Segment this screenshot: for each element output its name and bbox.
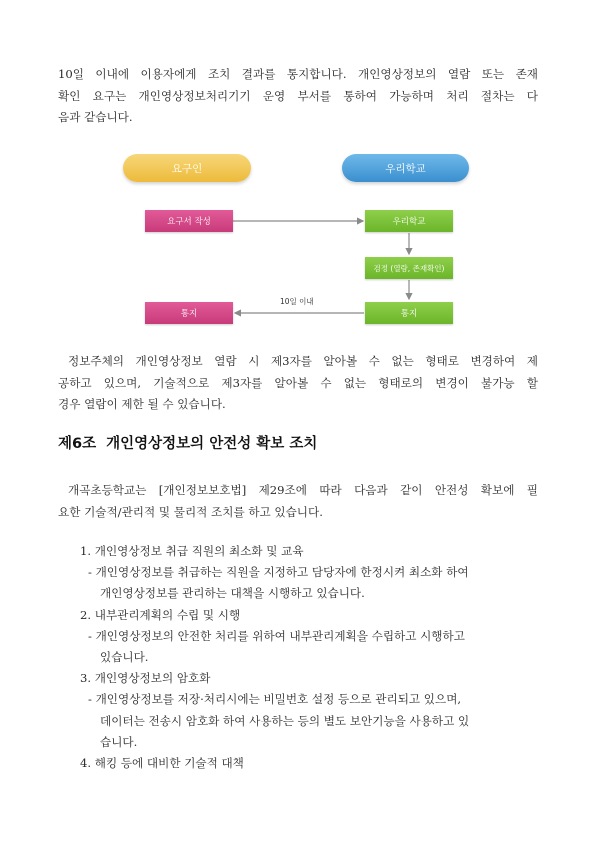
section-intro-paragraph [58,480,538,523]
measure-title: 4. 해킹 등에 대비한 기술적 대책 [80,756,244,771]
measure-desc: 개인영상정보를 관리하는 대책을 시행하고 있습니다. [100,586,365,601]
intro-line: 확인 요구는 개인영상정보처리기기 운영 부서를 통하여 가능하며 처리 절차는 다 [58,88,538,103]
review-box: 검정 (열람, 존재확인) [365,257,453,279]
restriction-line: 정보주체의 개인영상정보 열람 시 제3자를 알아볼 수 없는 형태로 변경하여 제 [68,354,538,368]
measure-desc: - 개인영상정보를 취급하는 직원을 지정하고 담당자에 한정시켜 최소화 하여 [88,565,469,580]
school-pill: 우리학교 [342,154,469,182]
write-request-box: 요구서 작성 [145,210,233,232]
measure-title: 3. 개인영상정보의 암호화 [80,671,211,686]
restriction-line: 경우 열람이 제한 될 수 있습니다. [58,397,226,411]
process-flowchart [120,150,460,330]
measure-title: 1. 개인영상정보 취급 직원의 최소화 및 교육 [80,544,304,558]
section-intro-line: 요한 기술적/관리적 및 물리적 조치를 하고 있습니다. [58,504,323,519]
measure-desc: 있습니다. [100,650,149,665]
measures-list [80,541,540,774]
section-number: 제6조 [58,436,97,452]
section-heading [58,432,317,453]
section-intro-line: 개곡초등학교는 [개인정보보호법] 제29조에 따라 다음과 같이 안전성 확보에 필 [68,483,538,497]
measure-desc: 데이터는 전송시 암호화 하여 사용하는 등의 별도 보안기능을 사용하고 있 [100,713,470,728]
measure-title: 2. 내부관리계획의 수립 및 시행 [80,607,241,622]
restriction-paragraph [58,351,538,416]
restriction-line: 공하고 있으며, 기술적으로 제3자를 알아볼 수 없는 형태로의 변경이 불가능 할 [58,375,538,390]
school-box: 우리학교 [365,210,453,232]
requester-pill: 요구인 [123,154,251,182]
notify-school-box: 통지 [365,302,453,324]
notify-requester-box: 통지 [145,302,233,324]
intro-line: 10일 이내에 이용자에게 조치 결과를 통지합니다. 개인영상정보의 열람 또는 존재 [58,67,538,81]
measure-desc: - 개인영상정보를 저장·처리시에는 비밀번호 설정 등으로 관리되고 있으며, [88,692,462,707]
measure-desc: - 개인영상정보의 안전한 처리를 위하여 내부관리계획을 수립하고 시행하고 [88,628,465,643]
measure-desc: 습니다. [100,734,138,749]
intro-paragraph [58,64,538,129]
within-days-label: 10일 이내 [280,297,314,306]
section-title: 개인영상정보의 안전성 확보 조치 [106,436,318,452]
intro-line: 음과 같습니다. [58,110,133,124]
